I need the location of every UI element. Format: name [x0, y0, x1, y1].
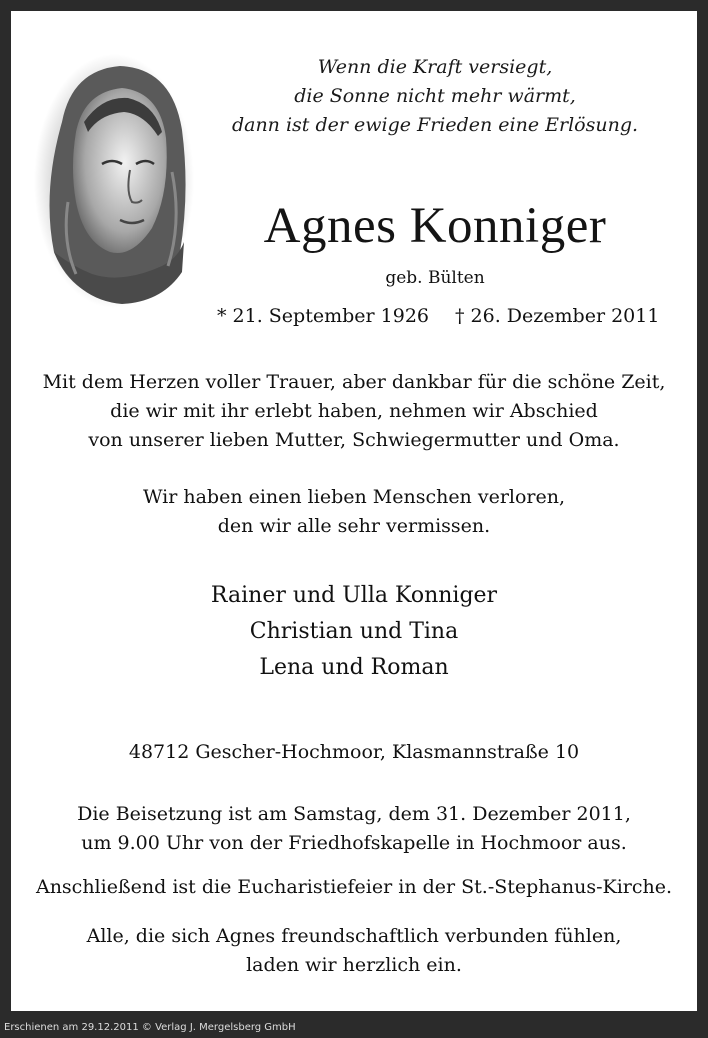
mourning-text [11, 368, 697, 455]
madonna-portrait-icon [32, 52, 196, 310]
death-date: † 26. Dezember 2011 [455, 305, 660, 327]
family-line: Lena und Roman [259, 655, 449, 680]
mourning-line: die wir mit ihr erlebt haben, nehmen wir Abschied [110, 400, 598, 422]
quote-line: dann ist der ewige Frieden eine Erlösung. [231, 114, 639, 136]
lost-line: Wir haben einen lieben Menschen verloren, [142, 486, 566, 508]
funeral-line: um 9.00 Uhr von der Friedhofskapelle in Hochmoor aus. [81, 832, 627, 854]
funeral-info [11, 800, 697, 858]
quote [220, 53, 650, 140]
address [11, 738, 697, 767]
family-line: Christian und Tina [249, 619, 459, 644]
mourning-line: von unserer lieben Mutter, Schwiegermutter und Oma. [88, 429, 620, 451]
family-names [11, 578, 697, 686]
family-line: Rainer und Ulla Konniger [210, 583, 498, 608]
invitation-line: Alle, die sich Agnes freundschaftlich verbunden fühlen, [86, 925, 622, 947]
invitation [11, 922, 697, 980]
funeral-line: Die Beisetzung ist am Samstag, dem 31. Dezember 2011, [77, 803, 631, 825]
quote-line: die Sonne nicht mehr wärmt, [294, 85, 576, 107]
mourning-line: Mit dem Herzen voller Trauer, aber dankbar für die schöne Zeit, [42, 371, 666, 393]
mass-info [11, 873, 697, 902]
birth-date: * 21. September 1926 [217, 305, 429, 327]
lost-text [11, 483, 697, 541]
lost-line: den wir alle sehr vermissen. [217, 515, 491, 537]
publication-footer: Erschienen am 29.12.2011 © Verlag J. Mergelsberg GmbH [4, 1022, 296, 1033]
deceased-name: Agnes Konniger [263, 198, 607, 254]
quote-line: Wenn die Kraft versiegt, [317, 56, 553, 78]
invitation-line: laden wir herzlich ein. [246, 954, 462, 976]
birth-name: geb. Bülten [385, 268, 485, 288]
address-line: 48712 Gescher-Hochmoor, Klasmannstraße 10 [128, 741, 580, 763]
mass-line: Anschließend ist die Eucharistiefeier in der St.-Stephanus-Kirche. [35, 876, 673, 898]
